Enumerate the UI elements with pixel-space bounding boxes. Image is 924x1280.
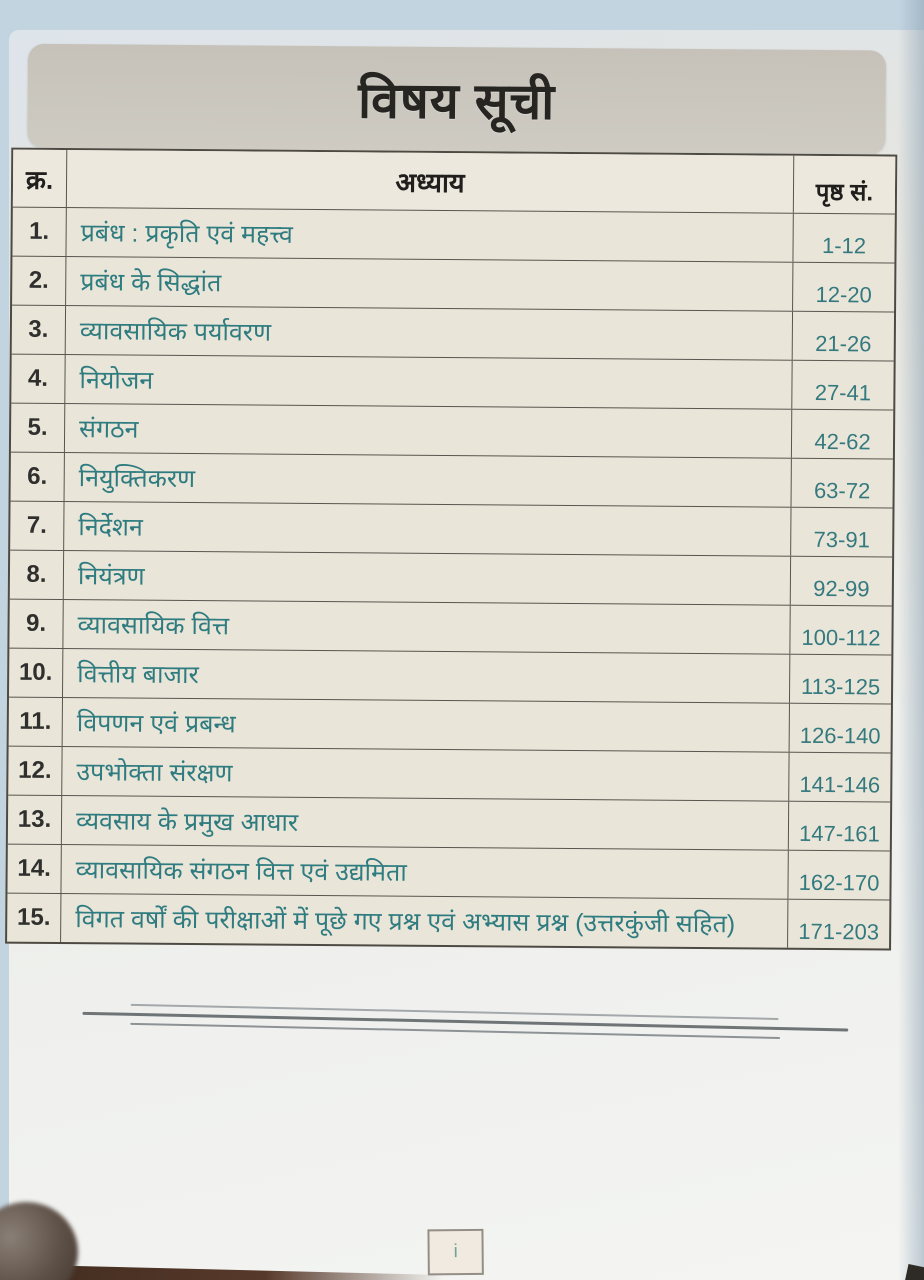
row-chapter-title: उपभोक्ता संरक्षण xyxy=(76,758,233,788)
table-row xyxy=(7,893,889,949)
row-page-range: 171-203 xyxy=(787,900,889,949)
row-chapter-title: नियंत्रण xyxy=(77,562,145,591)
row-serial-number: 14. xyxy=(7,845,61,893)
header-serial-number: क्र. xyxy=(13,150,67,207)
row-serial-number: 8. xyxy=(10,551,64,599)
footer-page-marker xyxy=(427,1229,483,1276)
table-row xyxy=(9,648,891,704)
table-row xyxy=(12,207,894,263)
table-row xyxy=(8,795,890,851)
row-page-range: 100-112 xyxy=(789,606,891,655)
row-page-range: 126-140 xyxy=(789,704,891,753)
row-page-range: 27-41 xyxy=(791,361,893,410)
row-chapter-title: वित्तीय बाजार xyxy=(77,660,199,690)
table-row xyxy=(11,354,893,410)
row-serial-number: 12. xyxy=(8,747,62,795)
toc-table-body xyxy=(7,207,895,949)
table-row xyxy=(11,452,893,508)
row-page-range: 141-146 xyxy=(788,753,890,802)
page-edge-shadow xyxy=(898,0,924,1280)
title-bar xyxy=(27,44,886,155)
desk-corner xyxy=(904,1264,924,1280)
row-page-range: 113-125 xyxy=(789,655,891,704)
row-serial-number: 2. xyxy=(12,257,66,305)
row-serial-number: 4. xyxy=(11,355,65,403)
row-serial-number: 13. xyxy=(8,796,62,844)
row-page-range: 12-20 xyxy=(792,263,894,312)
row-serial-number: 3. xyxy=(12,306,66,354)
row-chapter-title: विपणन एवं प्रबन्ध xyxy=(76,709,236,739)
row-page-range: 1-12 xyxy=(792,214,894,263)
row-serial-number: 5. xyxy=(11,404,65,452)
decorative-divider-lines xyxy=(15,0,924,18)
row-chapter-title: व्यावसायिक संगठन वित्त एवं उद्यमिता xyxy=(75,856,407,887)
row-page-range: 21-26 xyxy=(792,312,894,361)
row-chapter-title: व्यवसाय के प्रमुख आधार xyxy=(75,807,299,837)
divider-line xyxy=(82,1012,848,1032)
row-serial-number: 1. xyxy=(12,208,66,256)
page-title: विषय सूची xyxy=(357,72,556,130)
row-page-range: 147-161 xyxy=(788,802,890,851)
table-row xyxy=(8,746,890,802)
row-page-range: 42-62 xyxy=(791,410,893,459)
table-row xyxy=(10,550,892,606)
row-chapter-title: व्यावसायिक पर्यावरण xyxy=(79,317,272,347)
row-chapter-title: नियुक्तिकरण xyxy=(78,464,196,494)
row-serial-number: 7. xyxy=(10,502,64,550)
table-row xyxy=(11,403,893,459)
table-row xyxy=(7,844,889,900)
row-chapter-title: विगत वर्षों की परीक्षाओं में पूछे गए प्रश्न एवं अभ्यास प्रश्न (उत्तरकुंजी सहित) xyxy=(75,905,736,939)
row-serial-number: 6. xyxy=(11,453,65,501)
row-chapter-title: व्यावसायिक वित्त xyxy=(77,611,230,641)
table-row xyxy=(9,599,891,655)
row-serial-number: 11. xyxy=(9,698,63,746)
row-chapter-title: प्रबंध के सिद्धांत xyxy=(80,268,222,298)
table-row xyxy=(10,501,892,557)
footer-page-marker-label: i xyxy=(453,1241,458,1263)
row-serial-number: 10. xyxy=(9,649,63,697)
header-page-number: पृष्ठ सं. xyxy=(793,156,895,214)
row-serial-number: 9. xyxy=(9,600,63,648)
row-page-range: 92-99 xyxy=(790,557,892,606)
row-serial-number: 15. xyxy=(7,894,61,942)
row-chapter-title: प्रबंध : प्रकृति एवं महत्त्व xyxy=(80,219,294,249)
row-chapter-title: संगठन xyxy=(78,415,139,444)
table-row xyxy=(12,256,894,312)
toc-table xyxy=(5,148,897,951)
header-chapter: अध्याय xyxy=(395,167,465,199)
row-page-range: 162-170 xyxy=(787,851,889,900)
row-chapter-title: नियोजन xyxy=(79,366,154,395)
row-page-range: 73-91 xyxy=(790,508,892,557)
table-row xyxy=(12,305,894,361)
table-row xyxy=(9,697,891,753)
table-header-row xyxy=(13,150,895,214)
row-chapter-title: निर्देशन xyxy=(78,513,143,542)
row-page-range: 63-72 xyxy=(791,459,893,508)
